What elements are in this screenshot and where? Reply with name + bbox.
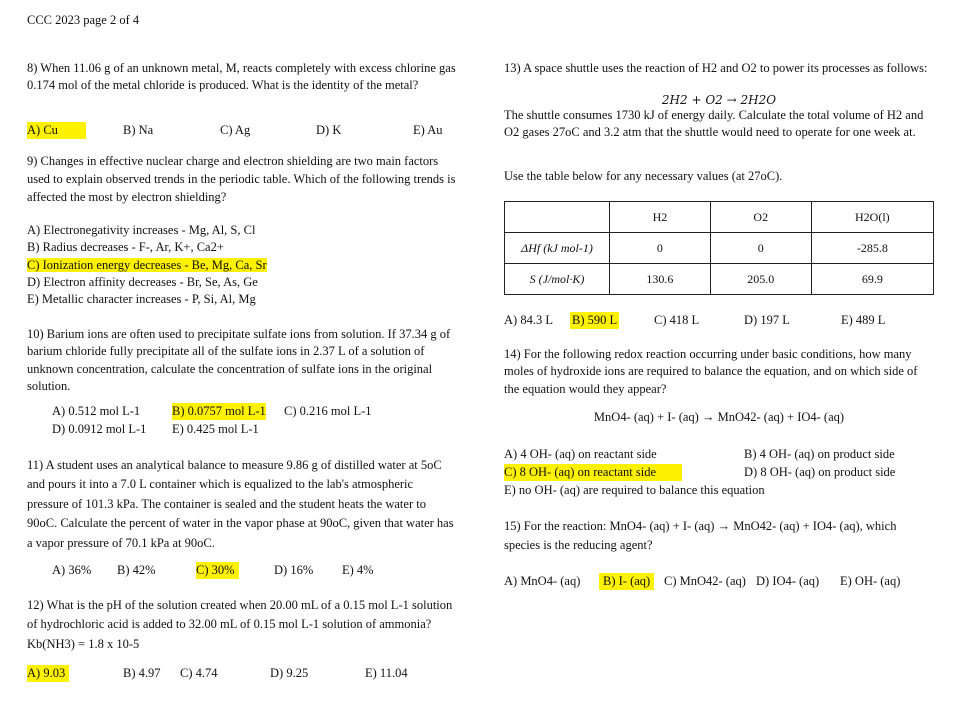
- question-8-option-e[interactable]: E) Au: [413, 123, 443, 137]
- question-14-option-b[interactable]: B) 4 OH- (aq) on product side: [744, 447, 895, 461]
- question-10-option-c[interactable]: C) 0.216 mol L-1: [284, 404, 372, 418]
- question-14-equation: MnO4- (aq) + I- (aq) → MnO42- (aq) + IO4- (aq): [593, 410, 845, 424]
- question-10-options-row1: [52, 403, 492, 421]
- table-cell: 0: [710, 233, 811, 264]
- question-13-option-d[interactable]: D) 197 L: [744, 313, 790, 327]
- question-14-option-d[interactable]: D) 8 OH- (aq) on product side: [744, 465, 896, 479]
- question-12-option-d[interactable]: D) 9.25: [270, 666, 309, 680]
- question-9-options: [27, 222, 457, 308]
- question-15-option-a[interactable]: A) MnO4- (aq): [504, 574, 581, 588]
- table-cell: 130.6: [610, 264, 711, 295]
- question-12-option-b[interactable]: B) 4.97: [123, 666, 161, 680]
- question-10-option-a[interactable]: A) 0.512 mol L-1: [52, 404, 141, 418]
- question-11-option-c[interactable]: C) 30%: [196, 562, 239, 579]
- question-15-option-b[interactable]: B) I- (aq): [599, 573, 654, 590]
- question-15-option-e[interactable]: E) OH- (aq): [840, 574, 901, 588]
- question-11-option-d[interactable]: D) 16%: [274, 563, 314, 577]
- question-8-option-c[interactable]: C) Ag: [220, 123, 251, 137]
- question-11-text: 11) A student uses an analytical balance to measure 9.86 g of distilled water at 5oC and pours it into a 7.0 L container which is equalized to the lab's atmospheric pressure of 101.3 kPa. The container is sealed and the student heats the water to 90oC. Calculate the percent of water in the vapor phase at 90oC, given that water has a vapor pressure of 70.1 kPa at 90oC.: [27, 458, 454, 550]
- question-8-option-b[interactable]: B) Na: [123, 123, 154, 137]
- question-8-option-a[interactable]: A) Cu: [27, 122, 86, 139]
- question-14-options-row1: [504, 446, 944, 464]
- question-13-option-c[interactable]: C) 418 L: [654, 313, 700, 327]
- question-13-text-intro: 13) A space shuttle uses the reaction of H2 and O2 to power its processes as follows:: [504, 61, 928, 75]
- question-12-text: 12) What is the pH of the solution created when 20.00 mL of a 0.15 mol L-1 solution of hydrochloric acid is added to 32.00 mL of 0.15 mol L-1 solution of ammonia? Kb(NH3) = 1.8 x 10-5: [27, 598, 453, 651]
- table-cell: -285.8: [811, 233, 933, 264]
- question-15-option-c[interactable]: C) MnO42- (aq): [664, 574, 746, 588]
- question-11-option-b[interactable]: B) 42%: [117, 563, 156, 577]
- table-row-label: S (J/mol·K): [505, 264, 610, 295]
- table-row: [505, 233, 934, 264]
- question-9-option-d[interactable]: D) Electron affinity decreases - Br, Se, As, Ge: [27, 274, 258, 289]
- question-12-option-c[interactable]: C) 4.74: [180, 666, 218, 680]
- question-13-options: [504, 312, 944, 330]
- question-9-text: 9) Changes in effective nuclear charge and electron shielding are two main factors used to explain observed trends in the periodic table. Which of the following trends is affected the most by electron shielding?: [27, 154, 456, 205]
- table-header-cell: H2: [610, 202, 711, 233]
- page-header: CCC 2023 page 2 of 4: [27, 13, 140, 27]
- question-9-option-c[interactable]: C) Ionization energy decreases - Be, Mg, Ca, Sr: [27, 257, 267, 272]
- question-14-option-c[interactable]: C) 8 OH- (aq) on reactant side: [504, 464, 682, 481]
- question-13-text-table-note: Use the table below for any necessary values (at 27oC).: [504, 169, 783, 183]
- question-8-option-d[interactable]: D) K: [316, 123, 342, 137]
- question-12-options: [27, 665, 467, 683]
- question-14-options-row2: [504, 464, 944, 482]
- table-cell: 69.9: [811, 264, 933, 295]
- question-11-option-e[interactable]: E) 4%: [342, 563, 374, 577]
- question-10-option-d[interactable]: D) 0.0912 mol L-1: [52, 422, 147, 436]
- question-14-option-a[interactable]: A) 4 OH- (aq) on reactant side: [504, 447, 657, 461]
- table-cell: 205.0: [710, 264, 811, 295]
- question-14-options-row3: [504, 482, 944, 500]
- question-11-options: [52, 562, 492, 580]
- question-15-options: [504, 573, 944, 591]
- question-13-text-body: The shuttle consumes 1730 kJ of energy daily. Calculate the total volume of H2 and O2 gases 27oC and 3.2 atm that the shuttle would need to operate for one week at.: [504, 108, 924, 140]
- question-12-option-a[interactable]: A) 9.03: [27, 665, 69, 682]
- table-header-row: [505, 202, 934, 233]
- question-12-option-e[interactable]: E) 11.04: [365, 666, 408, 680]
- question-14-text: 14) For the following redox reaction occurring under basic conditions, how many moles of hydroxide ions are required to balance the equation, and on which side of the equation would they appear?: [504, 347, 918, 396]
- question-13-thermo-table: [504, 201, 934, 295]
- question-14-option-e[interactable]: E) no OH- (aq) are required to balance this equation: [504, 483, 765, 497]
- question-10-options-row2: [52, 421, 492, 439]
- question-10-option-e[interactable]: E) 0.425 mol L-1: [172, 422, 259, 436]
- question-10-text: 10) Barium ions are often used to precipitate sulfate ions from solution. If 37.34 g of barium chloride fully precipitate all of the sulfate ions in 2.37 L of a solution of unknown concentration, calculate the concentration of sulfate ions in the original solution.: [27, 327, 451, 393]
- table-row-label: ΔHf (kJ mol-1): [505, 233, 610, 264]
- question-9-option-e[interactable]: E) Metallic character increases - P, Si, Al, Mg: [27, 292, 256, 306]
- table-row: [505, 264, 934, 295]
- question-9-option-b[interactable]: B) Radius decreases - F-, Ar, K+, Ca2+: [27, 240, 224, 255]
- question-15-option-d[interactable]: D) IO4- (aq): [756, 574, 820, 588]
- table-header-cell: H2O(l): [811, 202, 933, 233]
- table-cell: 0: [610, 233, 711, 264]
- question-8-options: [27, 122, 467, 140]
- question-11-option-a[interactable]: A) 36%: [52, 563, 92, 577]
- question-13-equation: 2H2 + O2 → 2H2O: [661, 93, 777, 107]
- question-10-option-b[interactable]: B) 0.0757 mol L-1: [172, 403, 266, 420]
- question-13-option-b[interactable]: B) 590 L: [570, 312, 619, 329]
- question-13-option-e[interactable]: E) 489 L: [841, 313, 886, 327]
- question-8-text: 8) When 11.06 g of an unknown metal, M, reacts completely with excess chlorine gas 0.174 mol of the metal chloride is produced. What is the identity of the metal?: [27, 61, 456, 93]
- question-9-option-a[interactable]: A) Electronegativity increases - Mg, Al, S, Cl: [27, 223, 256, 237]
- table-header-cell: [505, 202, 610, 233]
- table-header-cell: O2: [710, 202, 811, 233]
- question-13-option-a[interactable]: A) 84.3 L: [504, 313, 553, 327]
- question-15-text: 15) For the reaction: MnO4- (aq) + I- (aq) → MnO42- (aq) + IO4- (aq), which species is the reducing agent?: [504, 519, 897, 553]
